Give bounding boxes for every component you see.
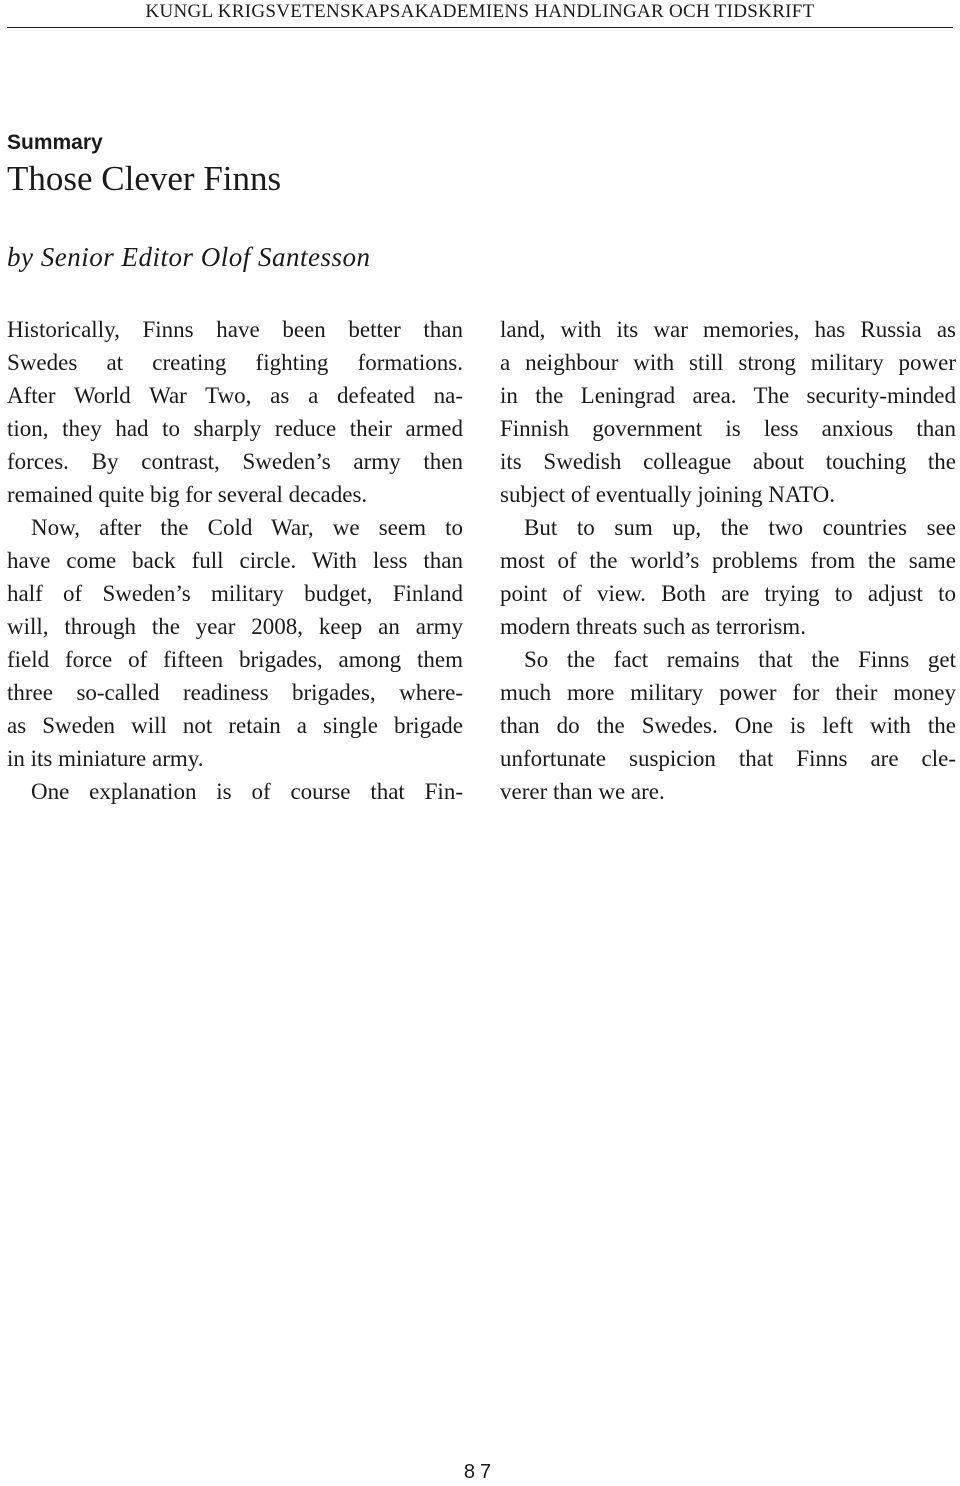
text-line: Now, after the Cold War, we seem to [31, 515, 463, 540]
text-line: But to sum up, the two countries see [524, 515, 956, 540]
text-line: verer than we are. [500, 779, 665, 804]
text-line: most of the world’s problems from the same [500, 548, 956, 573]
text-line: tion, they had to sharply reduce their armed [7, 416, 463, 441]
text-line: three so-called readiness brigades, where- [7, 680, 463, 705]
byline: by Senior Editor Olof Santesson [7, 242, 371, 272]
section-label: Summary [7, 131, 103, 154]
text-line: have come back full circle. With less than [7, 548, 463, 573]
running-head: KUNGL KRIGSVETENSKAPSAKADEMIENS HANDLINGAR OCH TIDSKRIFT [145, 1, 815, 22]
text-line: its Swedish colleague about touching the [500, 449, 956, 474]
text-line: will, through the year 2008, keep an army [7, 614, 463, 639]
text-line: point of view. Both are trying to adjust to [500, 581, 956, 606]
article-title: Those Clever Finns [7, 159, 282, 198]
right-column [500, 313, 956, 808]
text-line: half of Sweden’s military budget, Finland [7, 581, 463, 606]
header-rule [7, 27, 953, 28]
text-line: modern threats such as terrorism. [500, 614, 806, 639]
text-line: unfortunate suspicion that Finns are cle- [500, 746, 956, 771]
left-column [7, 313, 463, 808]
text-line: forces. By contrast, Sweden’s army then [7, 449, 463, 474]
text-line: subject of eventually joining NATO. [500, 482, 835, 507]
text-line: field force of fifteen brigades, among them [7, 647, 463, 672]
text-line: One explanation is of course that Fin- [31, 779, 463, 804]
text-line: much more military power for their money [500, 680, 956, 705]
text-line: a neighbour with still strong military power [500, 350, 956, 375]
text-line: Finnish government is less anxious than [500, 416, 956, 441]
text-line: in its miniature army. [7, 746, 204, 771]
page-number: 87 [463, 1461, 497, 1483]
text-line: as Sweden will not retain a single brigade [7, 713, 463, 738]
text-line: After World War Two, as a defeated na- [7, 383, 463, 408]
text-line: in the Leningrad area. The security-minded [500, 383, 956, 408]
text-line: than do the Swedes. One is left with the [500, 713, 956, 738]
text-line: Historically, Finns have been better than [7, 317, 463, 342]
text-line: Swedes at creating fighting formations. [7, 350, 463, 375]
text-line: So the fact remains that the Finns get [524, 647, 956, 672]
text-line: land, with its war memories, has Russia as [500, 317, 956, 342]
text-line: remained quite big for several decades. [7, 482, 368, 507]
